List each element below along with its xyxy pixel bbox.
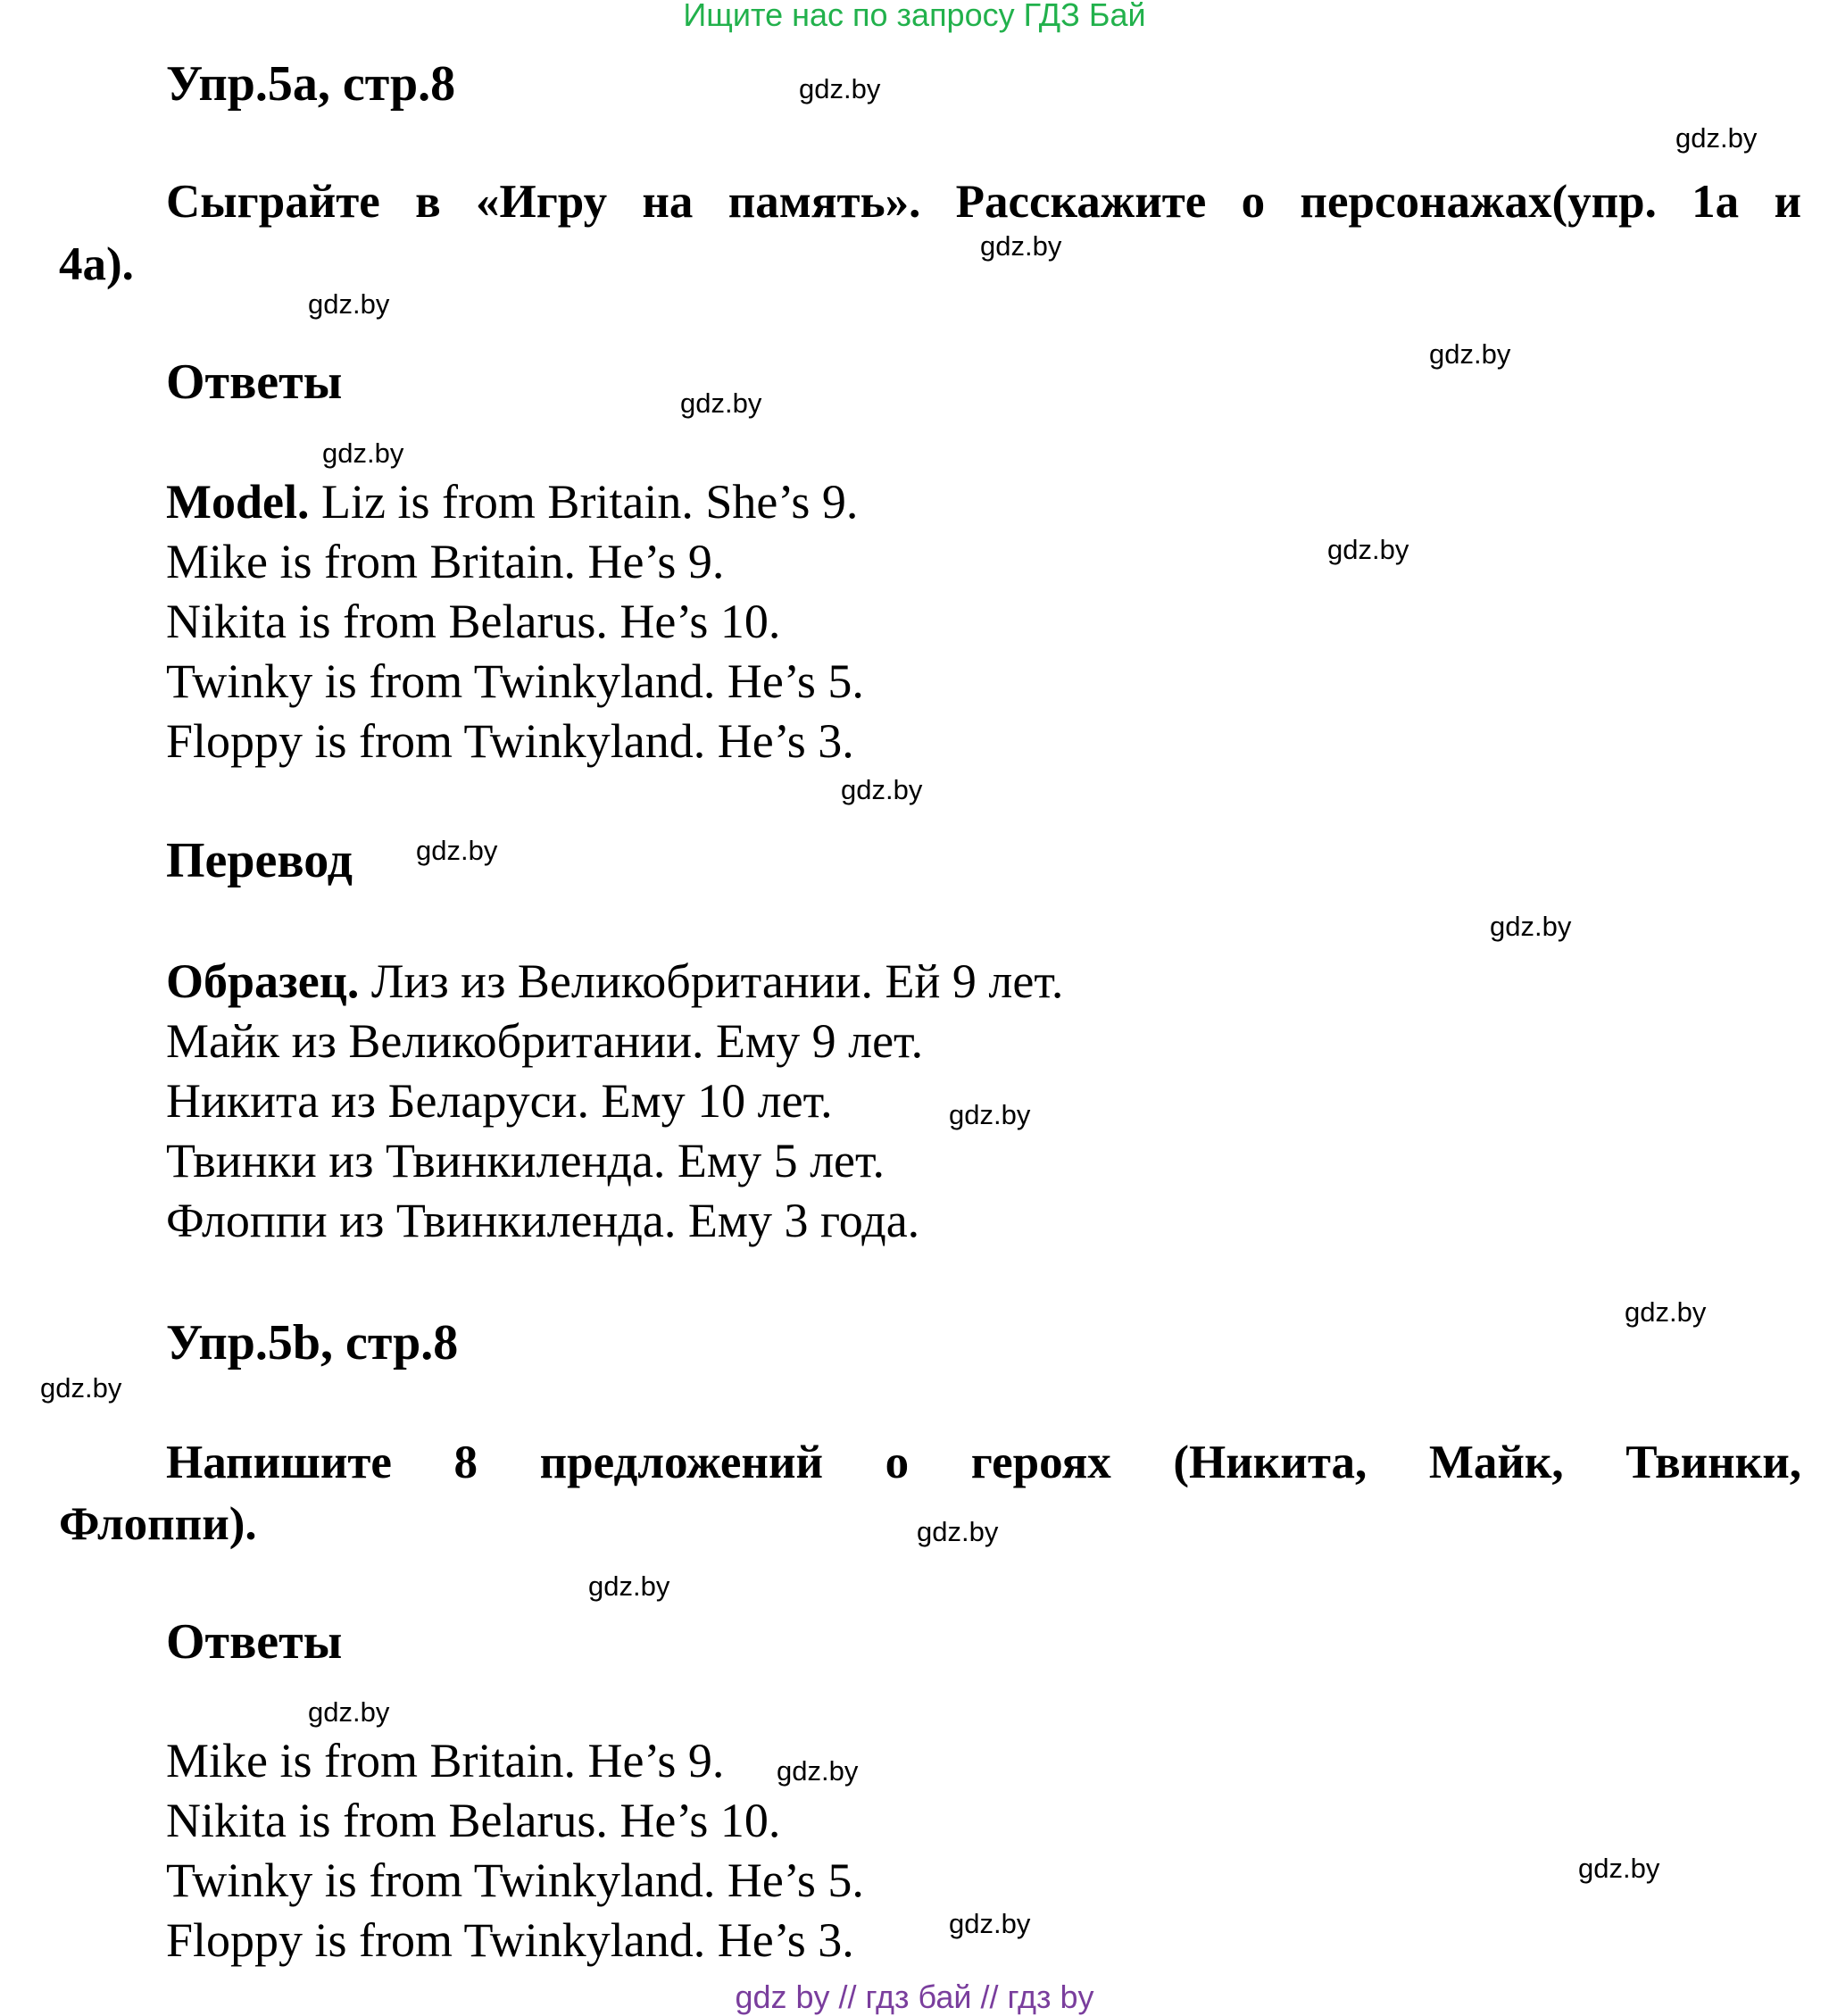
watermark: gdz.by — [308, 288, 390, 320]
watermark: gdz.by — [949, 1099, 1031, 1130]
translation-heading: Перевод — [166, 833, 353, 888]
watermark: gdz.by — [1625, 1296, 1707, 1328]
watermark: gdz.by — [308, 1696, 390, 1728]
watermark: gdz.by — [1327, 534, 1409, 565]
answer-line: Mike is from Britain. He’s 9. — [166, 535, 725, 588]
watermark: gdz.by — [680, 387, 762, 419]
exercise-5a-title: Упр.5а, стр.8 — [166, 56, 456, 112]
translation-line: Флоппи из Твинкиленда. Ему 3 года. — [166, 1194, 920, 1247]
watermark: gdz.by — [322, 437, 404, 469]
exercise-5a-task-line1: Сыграйте в «Игру на память». Расскажите о персонажах(упр. 1а и — [166, 176, 1801, 228]
watermark: gdz.by — [1490, 911, 1572, 942]
answer-line: Floppy is from Twinkyland. He’s 3. — [166, 1913, 854, 1967]
top-banner: Ищите нас по запросу ГДЗ Бай — [683, 0, 1146, 33]
model-text: Liz is from Britain. She’s 9. — [309, 475, 859, 529]
watermark: gdz.by — [799, 73, 881, 104]
watermark: gdz.by — [917, 1516, 999, 1547]
sample-text: Лиз из Великобритании. Ей 9 лет. — [359, 954, 1064, 1008]
watermark: gdz.by — [1429, 338, 1511, 370]
translation-line: Твинки из Твинкиленда. Ему 5 лет. — [166, 1134, 885, 1187]
answer-line: Nikita is from Belarus. He’s 10. — [166, 595, 781, 648]
exercise-5b-title: Упр.5b, стр.8 — [166, 1315, 459, 1370]
watermark: gdz.by — [841, 774, 923, 805]
exercise-5a-task-line2: 4а). — [59, 238, 134, 290]
watermark: gdz.by — [980, 230, 1062, 262]
answer-line: Twinky is from Twinkyland. He’s 5. — [166, 1854, 864, 1907]
answer-line: Twinky is from Twinkyland. He’s 5. — [166, 654, 864, 708]
answer-line: Nikita is from Belarus. He’s 10. — [166, 1794, 781, 1847]
watermark: gdz.by — [1578, 1853, 1660, 1884]
sample-label: Образец. — [166, 954, 360, 1008]
exercise-5b-task-line2: Флоппи). — [59, 1498, 257, 1550]
translation-line: Майк из Великобритании. Ему 9 лет. — [166, 1014, 924, 1068]
watermark: gdz.by — [40, 1372, 122, 1404]
sample-line — [166, 954, 1063, 1009]
exercise-5b-answers-heading: Ответы — [166, 1614, 343, 1670]
watermark: gdz.by — [416, 835, 498, 866]
answer-line: Floppy is from Twinkyland. He’s 3. — [166, 714, 854, 768]
model-line — [166, 474, 858, 529]
model-label: Model. — [166, 475, 310, 529]
exercise-5b-task-line1: Напишите 8 предложений о героях (Никита, Майк, Твинки, — [166, 1437, 1801, 1488]
translation-line: Никита из Беларуси. Ему 10 лет. — [166, 1074, 833, 1128]
watermark: gdz.by — [1675, 122, 1758, 154]
answer-line: Mike is from Britain. He’s 9. — [166, 1734, 725, 1787]
footer-links: gdz by // гдз бай // гдз by — [735, 1979, 1094, 2015]
watermark: gdz.by — [588, 1570, 670, 1602]
watermark: gdz.by — [949, 1908, 1031, 1939]
watermark: gdz.by — [777, 1755, 859, 1787]
exercise-5a-answers-heading: Ответы — [166, 354, 343, 410]
